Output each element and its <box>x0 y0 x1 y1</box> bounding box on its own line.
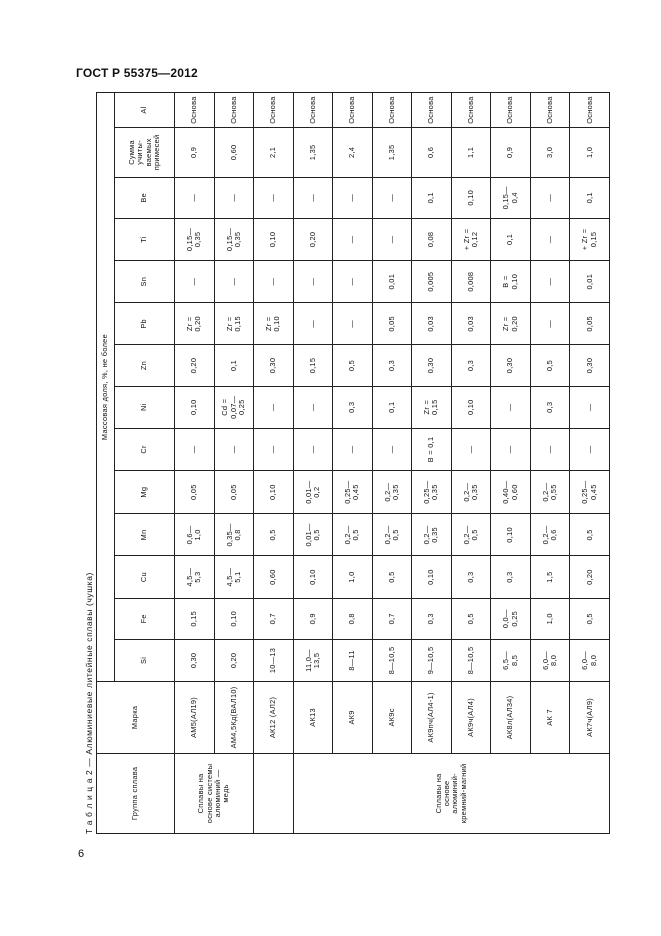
value-cell: 0,05 <box>175 471 215 514</box>
value-cell: 0,25— 0,35 <box>412 471 452 514</box>
element-header: Ni <box>115 386 175 428</box>
value-cell: Основа <box>293 93 333 128</box>
table-row <box>214 93 254 834</box>
value-cell: 0,03 <box>412 303 452 345</box>
value-cell: — <box>570 428 610 470</box>
value-cell: 0,20 <box>570 556 610 598</box>
value-cell: 0,05 <box>214 471 254 514</box>
value-cell: 8—10,5 <box>372 639 412 681</box>
value-cell: 0,9 <box>293 598 333 639</box>
value-cell: — <box>530 303 570 345</box>
value-cell: 6,0— 8,0 <box>570 639 610 681</box>
value-cell: — <box>175 261 215 303</box>
value-cell: 0,1 <box>491 218 531 260</box>
value-cell: Zr = 0,20 <box>175 303 215 345</box>
value-cell: Основа <box>451 93 491 128</box>
value-cell: Zr = 0,10 <box>254 303 294 345</box>
value-cell: 0,15— 0,35 <box>214 218 254 260</box>
value-cell: 1,0 <box>530 598 570 639</box>
value-cell: Основа <box>570 93 610 128</box>
value-cell: — <box>254 177 294 218</box>
element-header: Сумма учиты- ваемых примесей <box>115 128 175 178</box>
value-cell: B = 0,1 <box>412 428 452 470</box>
value-cell: — <box>214 261 254 303</box>
value-cell: Основа <box>333 93 373 128</box>
header-grade: Марка <box>97 682 175 754</box>
value-cell: Основа <box>254 93 294 128</box>
value-cell: 0,10 <box>451 177 491 218</box>
page-number: 6 <box>78 848 85 860</box>
value-cell: Zr = 0,15 <box>412 386 452 428</box>
value-cell: 0,6 <box>412 128 452 178</box>
value-cell: — <box>333 177 373 218</box>
value-cell: 0,3 <box>333 386 373 428</box>
value-cell: 9—10,5 <box>412 639 452 681</box>
value-cell: 0,05 <box>372 303 412 345</box>
value-cell: — <box>333 303 373 345</box>
value-cell: — <box>175 177 215 218</box>
value-cell: 0,10 <box>451 386 491 428</box>
value-cell: 0,2— 0,5 <box>372 514 412 556</box>
value-cell: 1,5 <box>530 556 570 598</box>
value-cell: 0,10 <box>254 218 294 260</box>
value-cell: 0,2— 0,35 <box>372 471 412 514</box>
grade-cell: АК9пч(АЛ4-1) <box>412 682 452 754</box>
value-cell: 1,0 <box>570 128 610 178</box>
value-cell: 0,35— 0,8 <box>214 514 254 556</box>
value-cell: 0,2— 0,5 <box>451 514 491 556</box>
alloy-group-cell: Сплавы на основe системы алюминий — медь <box>175 753 254 833</box>
element-header: Pb <box>115 303 175 345</box>
value-cell: 0,20 <box>293 218 333 260</box>
table-row <box>412 93 452 834</box>
table-row <box>293 93 333 834</box>
element-header: Mn <box>115 514 175 556</box>
value-cell: — <box>333 218 373 260</box>
value-cell: — <box>214 177 254 218</box>
value-cell: 4,5— 5,1 <box>214 556 254 598</box>
value-cell: 0,8 <box>333 598 373 639</box>
value-cell: Zr = 0,15 <box>214 303 254 345</box>
value-cell: 0,20 <box>214 639 254 681</box>
table-row <box>372 93 412 834</box>
grade-cell: АМ5(АЛ19) <box>175 682 215 754</box>
value-cell: 0,5 <box>530 345 570 386</box>
grade-cell: АК13 <box>293 682 333 754</box>
grade-cell: АК9с <box>372 682 412 754</box>
value-cell: 0,005 <box>412 261 452 303</box>
element-header: Ti <box>115 218 175 260</box>
value-cell: 0,0— 0,25 <box>491 598 531 639</box>
value-cell: — <box>214 428 254 470</box>
table-row <box>451 93 491 834</box>
value-cell: 0,40— 0,60 <box>491 471 531 514</box>
value-cell: 0,3 <box>372 345 412 386</box>
element-header: Be <box>115 177 175 218</box>
value-cell: Основа <box>214 93 254 128</box>
grade-cell: АК12 (АЛ2) <box>254 682 294 754</box>
value-cell: 0,1 <box>372 386 412 428</box>
element-header: Cr <box>115 428 175 470</box>
value-cell: 0,5 <box>570 598 610 639</box>
value-cell: 4,5— 5,3 <box>175 556 215 598</box>
alloy-group-cell: Сплавы на основе алюминий- кремний-магний <box>293 753 609 833</box>
value-cell: — <box>254 386 294 428</box>
value-cell: 0,30 <box>254 345 294 386</box>
table-row <box>254 93 294 834</box>
value-cell: — <box>570 386 610 428</box>
grade-cell: АМ4,5Кд(ВАЛ10) <box>214 682 254 754</box>
value-cell: 0,20 <box>175 345 215 386</box>
grade-cell: АК 7 <box>530 682 570 754</box>
table-row <box>175 93 215 834</box>
value-cell: 0,2— 0,35 <box>451 471 491 514</box>
value-cell: 0,6— 1,0 <box>175 514 215 556</box>
grade-cell: АК7ч(АЛ9) <box>570 682 610 754</box>
value-cell: — <box>333 428 373 470</box>
value-cell: 0,5 <box>570 514 610 556</box>
value-cell: 0,60 <box>214 128 254 178</box>
value-cell: — <box>254 428 294 470</box>
value-cell: — <box>491 428 531 470</box>
value-cell: 0,25— 0,45 <box>333 471 373 514</box>
value-cell: — <box>491 386 531 428</box>
header-group: Группа сплава <box>97 753 175 833</box>
value-cell: 0,5 <box>451 598 491 639</box>
value-cell: — <box>372 218 412 260</box>
value-cell: 0,3 <box>491 556 531 598</box>
value-cell: 0,1 <box>570 177 610 218</box>
element-header: Si <box>115 639 175 681</box>
value-cell: 0,25— 0,45 <box>570 471 610 514</box>
value-cell: 0,5 <box>333 345 373 386</box>
value-cell: 0,3 <box>451 345 491 386</box>
value-cell: Основа <box>372 93 412 128</box>
alloy-composition-table <box>96 92 610 834</box>
rotated-table-frame <box>82 92 612 834</box>
table-row <box>333 93 373 834</box>
value-cell: Zr = 0,20 <box>491 303 531 345</box>
value-cell: 0,03 <box>451 303 491 345</box>
header-mass-fraction: Массовая доля, %, не более <box>97 93 115 682</box>
value-cell: 0,10 <box>491 514 531 556</box>
value-cell: 0,15 <box>293 345 333 386</box>
value-cell: Cd = 0,07— 0,25 <box>214 386 254 428</box>
value-cell: — <box>372 177 412 218</box>
value-cell: 0,3 <box>530 386 570 428</box>
table-row <box>491 93 531 834</box>
element-header: Al <box>115 93 175 128</box>
element-header: Sn <box>115 261 175 303</box>
value-cell: 0,01 <box>570 261 610 303</box>
value-cell: 11,0— 13,5 <box>293 639 333 681</box>
value-cell: — <box>530 177 570 218</box>
value-cell: + Zr = 0,12 <box>451 218 491 260</box>
value-cell: 0,10 <box>293 556 333 598</box>
value-cell: 0,1 <box>412 177 452 218</box>
value-cell: 6,0— 8,0 <box>530 639 570 681</box>
value-cell: Основа <box>491 93 531 128</box>
value-cell: 0,5 <box>372 556 412 598</box>
value-cell: 0,3 <box>451 556 491 598</box>
grade-cell: АК8л(АЛ34) <box>491 682 531 754</box>
value-cell: 0,15— 0,4 <box>491 177 531 218</box>
element-header: Mg <box>115 471 175 514</box>
value-cell: 0,7 <box>254 598 294 639</box>
value-cell: 0,10 <box>412 556 452 598</box>
value-cell: 0,08 <box>412 218 452 260</box>
value-cell: 2,1 <box>254 128 294 178</box>
value-cell: — <box>530 261 570 303</box>
value-cell: 0,30 <box>412 345 452 386</box>
value-cell: 0,05 <box>570 303 610 345</box>
value-cell: 1,0 <box>333 556 373 598</box>
value-cell: + Zr = 0,15 <box>570 218 610 260</box>
value-cell: Основа <box>530 93 570 128</box>
value-cell: 0,15 <box>175 598 215 639</box>
grade-cell: АК9ч(АЛ4) <box>451 682 491 754</box>
value-cell: 0,2— 0,5 <box>333 514 373 556</box>
value-cell: 0,9 <box>491 128 531 178</box>
value-cell: Основа <box>175 93 215 128</box>
value-cell: 2,4 <box>333 128 373 178</box>
value-cell: — <box>530 218 570 260</box>
value-cell: B = 0,10 <box>491 261 531 303</box>
value-cell: — <box>333 261 373 303</box>
value-cell: 0,5 <box>254 514 294 556</box>
value-cell: 0,10 <box>175 386 215 428</box>
alloy-group-cell <box>254 753 294 833</box>
value-cell: 8—10,5 <box>451 639 491 681</box>
value-cell: — <box>372 428 412 470</box>
value-cell: 0,15— 0,35 <box>175 218 215 260</box>
value-cell: 0,2— 0,35 <box>412 514 452 556</box>
table-caption: Т а б л и ц а 2 — Алюминиевые литейные сплавы (чушка) <box>84 572 94 834</box>
value-cell: — <box>293 261 333 303</box>
value-cell: 8—11 <box>333 639 373 681</box>
value-cell: 0,01— 0,2 <box>293 471 333 514</box>
value-cell: 0,3 <box>412 598 452 639</box>
value-cell: 0,30 <box>570 345 610 386</box>
element-header: Zn <box>115 345 175 386</box>
value-cell: — <box>175 428 215 470</box>
value-cell: — <box>293 386 333 428</box>
value-cell: 0,7 <box>372 598 412 639</box>
table-row <box>530 93 570 834</box>
value-cell: 0,01— 0,5 <box>293 514 333 556</box>
value-cell: 0,01 <box>372 261 412 303</box>
value-cell: 0,1 <box>214 345 254 386</box>
value-cell: — <box>530 428 570 470</box>
document-code: ГОСТ Р 55375—2012 <box>76 66 198 80</box>
value-cell: — <box>293 303 333 345</box>
value-cell: 0,10 <box>214 598 254 639</box>
value-cell: 0,30 <box>175 639 215 681</box>
value-cell: 0,008 <box>451 261 491 303</box>
element-header: Fe <box>115 598 175 639</box>
value-cell: 0,60 <box>254 556 294 598</box>
value-cell: Основа <box>412 93 452 128</box>
value-cell: 1,35 <box>372 128 412 178</box>
value-cell: — <box>293 177 333 218</box>
value-cell: 0,9 <box>175 128 215 178</box>
value-cell: 0,30 <box>491 345 531 386</box>
table-row <box>570 93 610 834</box>
value-cell: 6,5— 8,5 <box>491 639 531 681</box>
grade-cell: АК9 <box>333 682 373 754</box>
value-cell: — <box>451 428 491 470</box>
value-cell: 0,2— 0,6 <box>530 514 570 556</box>
value-cell: 0,2— 0,55 <box>530 471 570 514</box>
value-cell: — <box>293 428 333 470</box>
value-cell: — <box>254 261 294 303</box>
element-header: Cu <box>115 556 175 598</box>
value-cell: 1,1 <box>451 128 491 178</box>
value-cell: 0,10 <box>254 471 294 514</box>
value-cell: 3,0 <box>530 128 570 178</box>
value-cell: 1,35 <box>293 128 333 178</box>
value-cell: 10—13 <box>254 639 294 681</box>
